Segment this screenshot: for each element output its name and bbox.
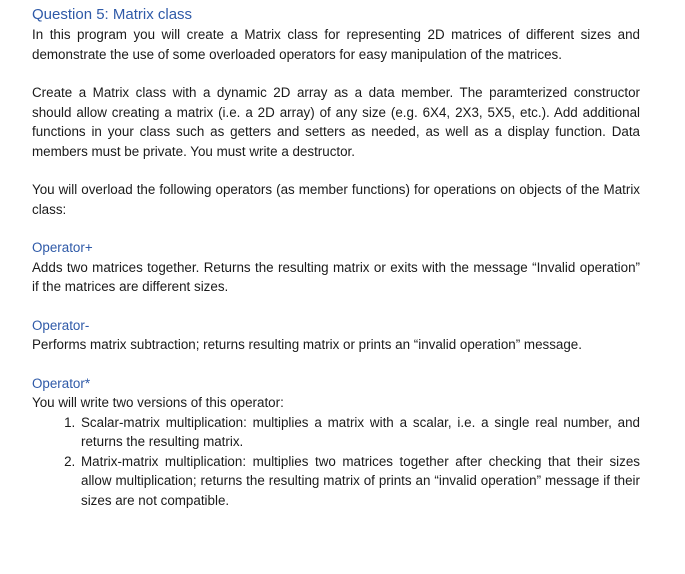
document-page bbox=[32, 5, 640, 510]
operator-plus-description: Adds two matrices together. Returns the resulting matrix or exits with the message “Invalid operation” if the matrices are different sizes. bbox=[32, 259, 640, 294]
spacer bbox=[32, 219, 640, 238]
operator-times-heading: Operator* bbox=[32, 375, 91, 391]
class-description-paragraph: Create a Matrix class with a dynamic 2D array as a data member. The paramterized constructor should allow creating a matrix (i.e. a 2D array) of any size (e.g. 6X4, 2X3, 5X5, etc.). Add additional functions in your class such as getters and setters as needed, as well as a display function. Data members must be private. You must write a destructor. bbox=[32, 85, 640, 159]
list-item: 1. Scalar-matrix multiplication: multiplies a matrix with a scalar, i.e. a single real number, and returns the resulting matrix. bbox=[79, 413, 640, 452]
operator-times-versions-list bbox=[32, 413, 640, 511]
spacer bbox=[32, 64, 640, 83]
operator-times-description: You will write two versions of this operator: bbox=[32, 395, 284, 410]
spacer bbox=[32, 355, 640, 374]
overload-intro-paragraph: You will overload the following operators (as member functions) for operations on objects of the Matrix class: bbox=[32, 182, 640, 217]
operator-minus-description: Performs matrix subtraction; returns resulting matrix or prints an “invalid operation” message. bbox=[32, 337, 582, 352]
spacer bbox=[32, 297, 640, 316]
intro-paragraph: In this program you will create a Matrix class for representing 2D matrices of different sizes and demonstrate the use of some overloaded operators for easy manipulation of the matrices. bbox=[32, 27, 640, 62]
spacer bbox=[32, 161, 640, 180]
operator-minus-heading: Operator- bbox=[32, 317, 90, 333]
operator-plus-heading: Operator+ bbox=[32, 240, 93, 255]
list-item: 2. Matrix-matrix multiplication: multiplies two matrices together after checking that their sizes allow multiplication; returns the resulting matrix of prints an “invalid operation” message if their sizes are not compatible. bbox=[79, 452, 640, 511]
question-title: Question 5: Matrix class bbox=[32, 6, 193, 23]
